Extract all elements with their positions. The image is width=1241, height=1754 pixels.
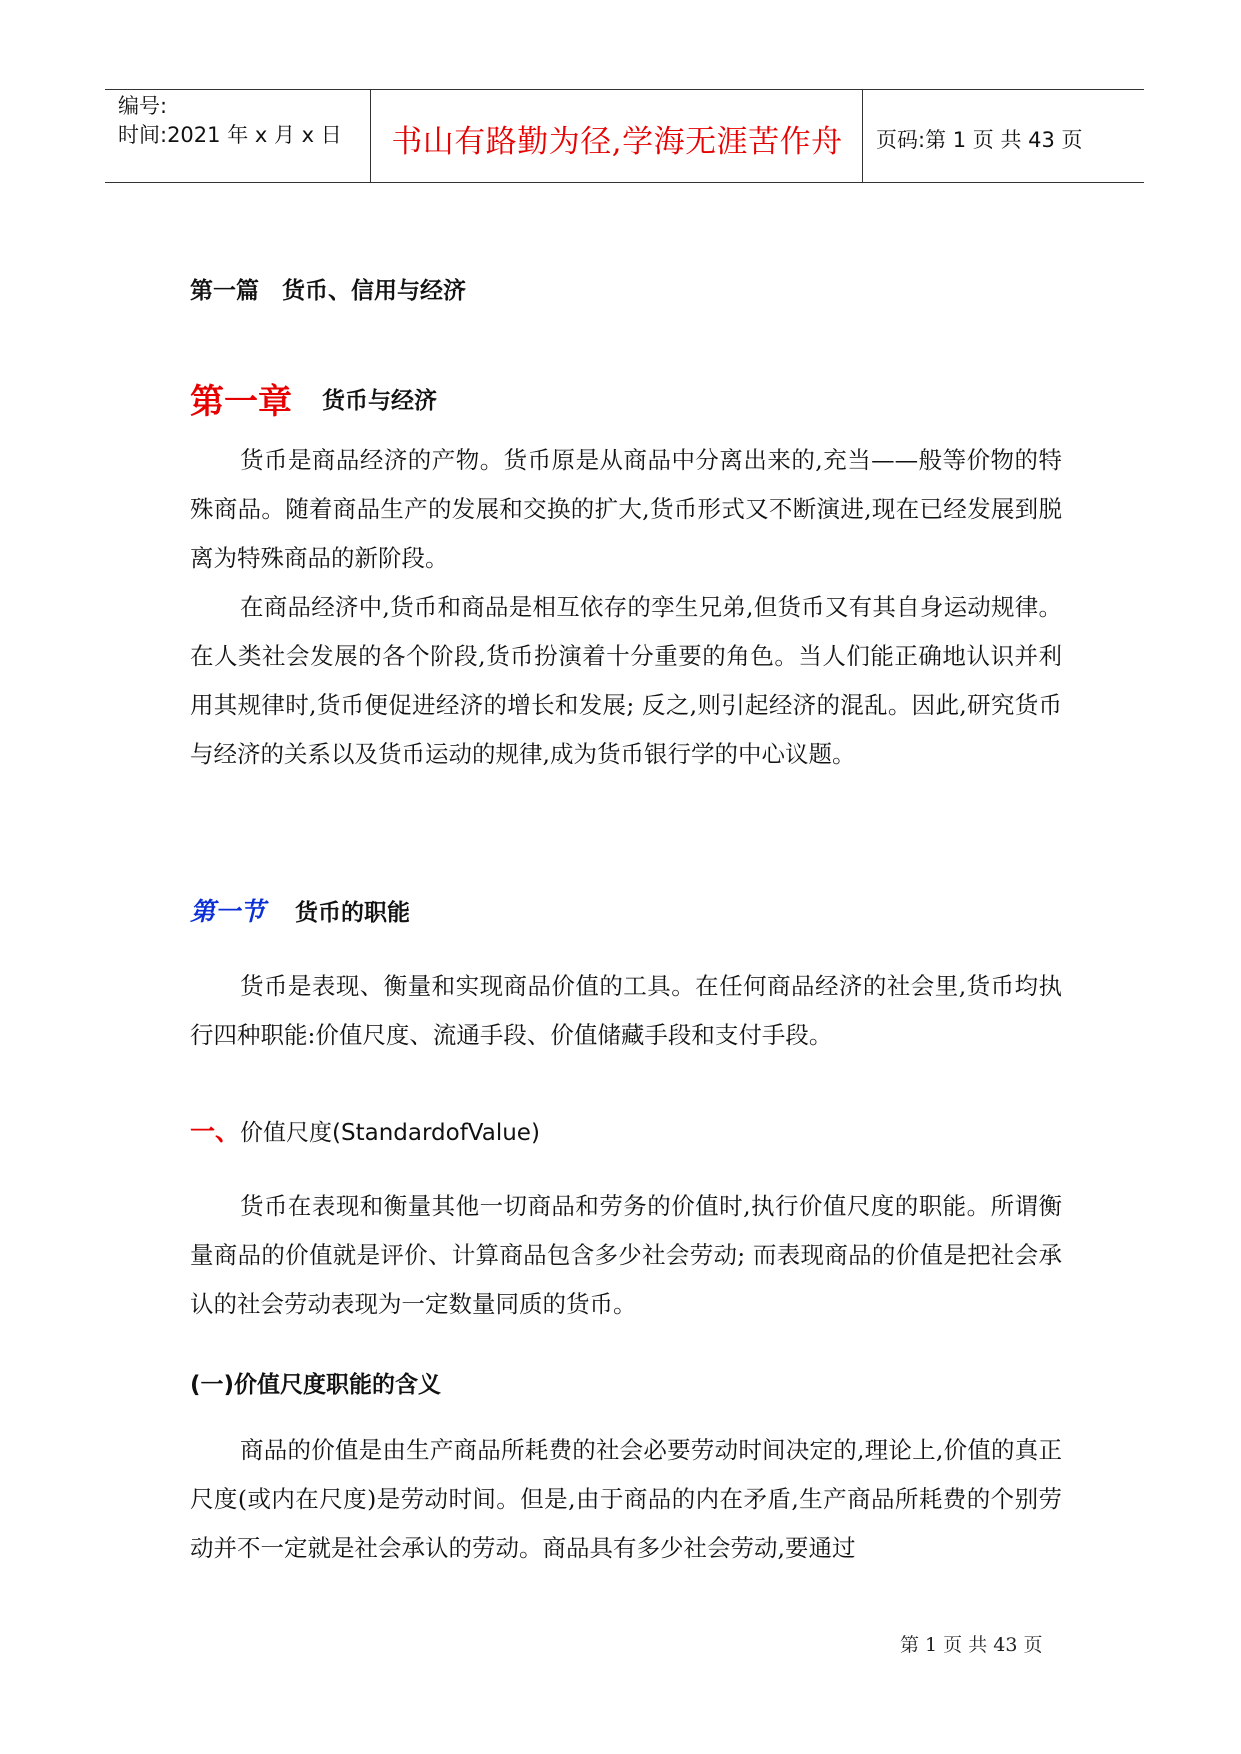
part-title: 第一篇 货币、信用与经济 xyxy=(190,278,466,304)
header-divider xyxy=(862,89,863,182)
header-number-label: 编号: xyxy=(118,94,168,118)
section-heading xyxy=(190,892,410,928)
header-bottom-rule xyxy=(105,182,1144,183)
header-motto: 书山有路勤为径,学海无涯苦作舟 xyxy=(391,124,843,160)
section-number: 第一节 xyxy=(190,897,266,926)
intro-paragraph: 在商品经济中,货币和商品是相互依存的孪生兄弟,但货币又有其自身运动规律。在人类社会发展的各个阶段,货币扮演着十分重要的角色。当人们能正确地认识并利用其规律时,货币便促进经济的增长和发展; 反之,则引起经济的混乱。因此,研究货币与经济的关系以及货币运动的规律,成为货币银行学的中心议题。 xyxy=(190,593,1062,768)
header-time-label: 时间:2021 年 x 月 x 日 xyxy=(118,123,342,147)
page-footer: 第 1 页 共 43 页 xyxy=(900,1634,1043,1656)
header-meta xyxy=(118,92,342,150)
subsection-number: 一、 xyxy=(190,1117,241,1146)
chapter-title: 货币与经济 xyxy=(322,388,437,414)
header-pager: 页码:第 1 页 共 43 页 xyxy=(876,128,1083,152)
subsubsection-title: (一)价值尺度职能的含义 xyxy=(190,1372,442,1398)
intro-paragraph: 货币是商品经济的产物。货币原是从商品中分离出来的,充当——般等价物的特殊商品。随着商品生产的发展和交换的扩大,货币形式又不断演进,现在已经发展到脱离为特殊商品的新阶段。 xyxy=(190,446,1062,572)
subsection-heading xyxy=(190,1112,540,1148)
chapter-number: 第一章 xyxy=(190,382,292,422)
chapter-heading xyxy=(190,374,437,423)
subsection-title: 价值尺度(StandardofValue) xyxy=(240,1120,540,1146)
subsubsection-paragraph: 商品的价值是由生产商品所耗费的社会必要劳动时间决定的,理论上,价值的真正尺度(或内在尺度)是劳动时间。但是,由于商品的内在矛盾,生产商品所耗费的个别劳动并不一定就是社会承认的劳动。商品具有多少社会劳动,要通过 xyxy=(190,1436,1062,1562)
subsection-paragraph: 货币在表现和衡量其他一切商品和劳务的价值时,执行价值尺度的职能。所谓衡量商品的价值就是评价、计算商品包含多少社会劳动; 而表现商品的价值是把社会承认的社会劳动表现为一定数量同质的货币。 xyxy=(190,1192,1062,1318)
header-divider xyxy=(370,89,371,182)
section-title: 货币的职能 xyxy=(295,900,411,926)
section-paragraph: 货币是表现、衡量和实现商品价值的工具。在任何商品经济的社会里,货币均执行四种职能:价值尺度、流通手段、价值储藏手段和支付手段。 xyxy=(190,972,1062,1049)
header-top-rule xyxy=(105,89,1144,90)
